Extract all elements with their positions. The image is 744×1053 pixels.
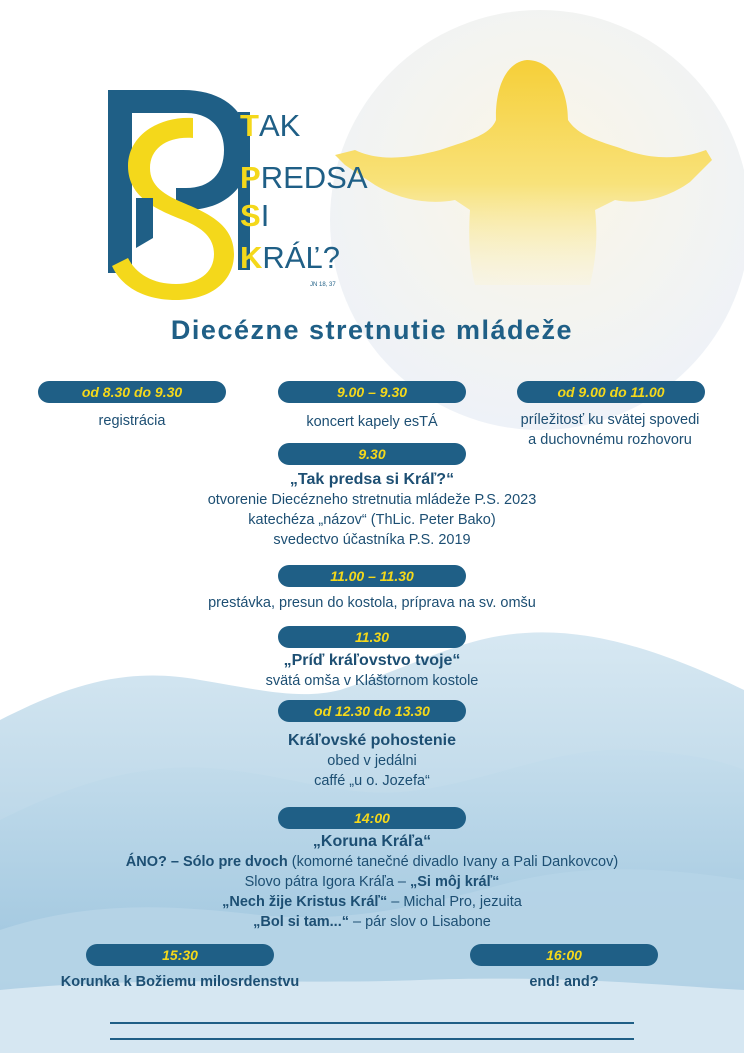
logo-line-si: SI	[240, 198, 270, 233]
time-badge-0930: 9.30	[278, 443, 466, 465]
event-registracia: registrácia	[98, 413, 166, 429]
block-1400-line2: Slovo pátra Igora Kráľa – „Si môj kráľ“	[244, 874, 500, 890]
event-koncert: koncert kapely esTÁ	[306, 414, 438, 430]
event-spoved	[490, 410, 730, 450]
event-end: end! and?	[529, 974, 599, 990]
time-badge-0830: od 8.30 do 9.30	[38, 381, 226, 403]
time-badge-1600: 16:00	[470, 944, 658, 966]
bottom-rule-2	[110, 1038, 634, 1040]
time-badge-0900-1100: od 9.00 do 11.00	[517, 381, 705, 403]
block-0930-line3: svedectvo účastníka P.S. 2019	[273, 532, 471, 548]
bottom-rule-1	[110, 1022, 634, 1024]
block-1230-line1: obed v jedálni	[327, 753, 417, 769]
logo-reference: JN 18, 37	[310, 282, 336, 288]
block-1230	[100, 731, 644, 791]
time-badge-1100: 11.00 – 11.30	[278, 565, 466, 587]
event-spoved-line2: a duchovnému rozhovoru	[528, 432, 692, 448]
block-0930-line2: katechéza „názov“ (ThLic. Peter Bako)	[248, 512, 496, 528]
block-1400	[60, 832, 684, 932]
block-1100-line1: prestávka, presun do kostola, príprava na sv. omšu	[208, 595, 536, 611]
logo-line-kral: KRÁĽ?	[240, 240, 340, 275]
block-0930-line1: otvorenie Diecézneho stretnutia mládeže P.S. 2023	[207, 492, 537, 508]
block-1400-line4: „Bol si tam...“ – pár slov o Lisabone	[253, 914, 491, 930]
logo-line-predsa: PREDSA	[240, 160, 368, 195]
block-1130-title: „Príď kráľovstvo tvoje“	[283, 652, 461, 669]
time-badge-1130: 11.30	[278, 626, 466, 648]
block-1130-line1: svätá omša v Kláštornom kostole	[265, 673, 479, 689]
time-badge-1230: od 12.30 do 13.30	[278, 700, 466, 722]
logo-line-tak: TAK	[240, 108, 301, 143]
block-1400-line1: ÁNO? – Sólo pre dvoch (komorné tanečné divadlo Ivany a Pali Dankovcov)	[125, 854, 619, 870]
event-spoved-line1: príležitosť ku svätej spovedi	[520, 412, 700, 428]
block-0930-title: „Tak predsa si Kráľ?“	[289, 471, 455, 488]
block-1230-line2: caffé „u o. Jozefa“	[314, 773, 430, 789]
block-0930	[100, 470, 644, 550]
ps-logo-mark	[98, 88, 258, 303]
time-badge-1400: 14:00	[278, 807, 466, 829]
event-korunka: Korunka k Božiemu milosrdenstvu	[60, 974, 300, 990]
block-1230-title: Kráľovské pohostenie	[288, 732, 456, 749]
block-1130	[100, 651, 644, 691]
time-badge-0900: 9.00 – 9.30	[278, 381, 466, 403]
time-badge-1530: 15:30	[86, 944, 274, 966]
block-1400-line3: „Nech žije Kristus Kráľ“ – Michal Pro, jezuita	[222, 894, 522, 910]
block-1400-title: „Koruna Kráľa“	[312, 833, 432, 850]
page-heading: Diecézne stretnutie mládeže	[170, 315, 574, 345]
